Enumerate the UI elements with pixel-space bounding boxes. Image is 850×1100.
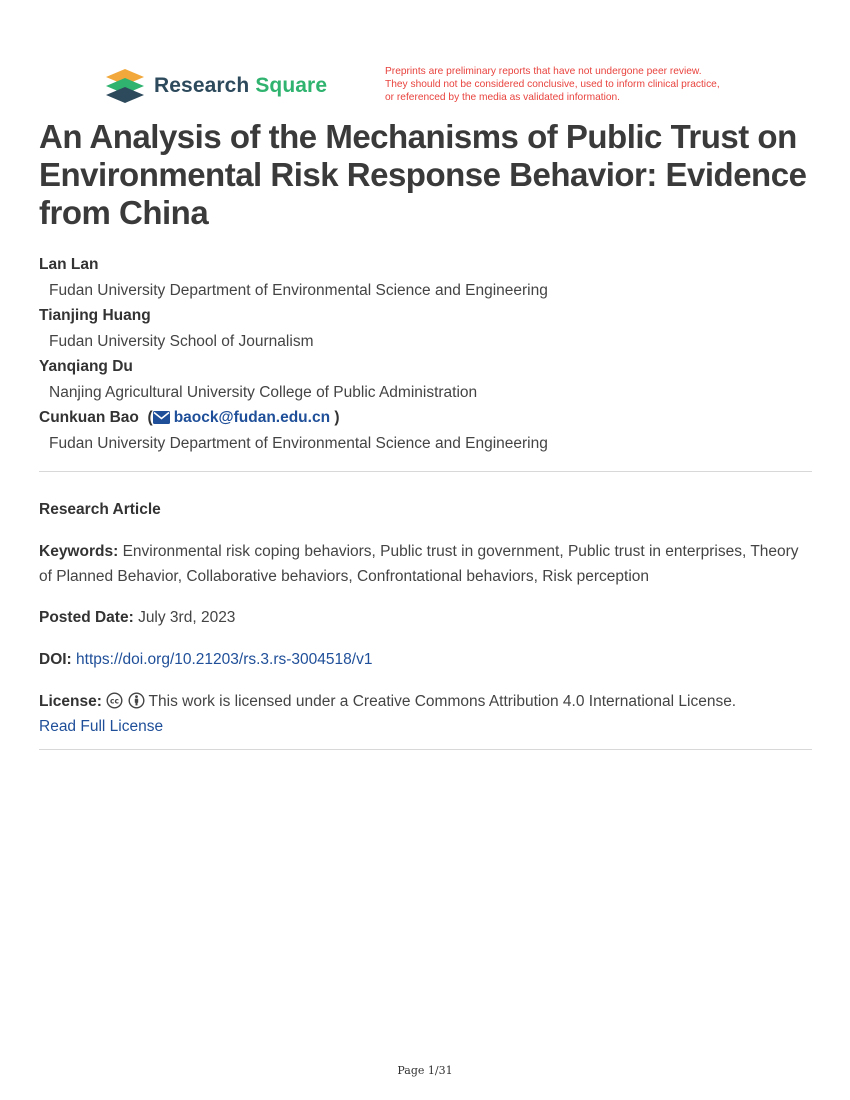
title-line: Environmental Risk Response Behavior: Evidence [39,156,807,193]
doi [39,647,812,672]
license-label: License: [39,693,102,710]
svg-text:cc: cc [110,696,120,706]
disclaimer-line: They should not be considered conclusive, used to inform clinical practice, [385,79,720,90]
license [39,689,812,739]
article-title [39,118,819,232]
posted-date-label: Posted Date: [39,609,134,626]
author-name: Lan Lan [39,256,99,273]
doi-link[interactable]: https://doi.org/10.21203/rs.3.rs-3004518/v1 [76,651,373,668]
keywords-label: Keywords: [39,543,119,560]
article-type [39,497,812,522]
author-name: Cunkuan Bao [39,409,139,426]
research-square-logo[interactable] [104,68,327,104]
keywords [39,539,812,589]
author-list [39,255,819,459]
section-divider [39,749,812,750]
title-line: from China [39,194,209,231]
disclaimer-line: Preprints are preliminary reports that have not undergone peer review. [385,66,702,77]
author-affiliation: Fudan University School of Journalism [49,332,314,350]
author-affiliation: Fudan University Department of Environmental Science and Engineering [49,434,548,452]
corresponding-author: Cunkuan Bao ( baock@fudan.edu.cn ) [39,409,340,426]
logo-word-research: Research [154,74,250,97]
keywords-value: Environmental risk coping behaviors, Public trust in government, Public trust in enterprises, Theory of Planned Behavior, Collaborative behaviors, Confrontational behaviors, Risk perception [39,543,799,585]
title-line: An Analysis of the Mechanisms of Public Trust on [39,118,797,155]
logo-word-square: Square [255,74,328,97]
disclaimer-line: or referenced by the media as validated information. [385,92,621,103]
cc-icon [106,692,123,709]
doi-label: DOI: [39,651,72,668]
article-type-label: Research Article [39,501,161,518]
author-email: baock@fudan.edu.cn [173,409,331,426]
posted-date-value: July 3rd, 2023 [138,609,236,626]
author-name: Yanqiang Du [39,358,133,375]
license-text: This work is licensed under a Creative Commons Attribution 4.0 International License. [148,693,737,710]
research-square-logo-icon [104,69,146,103]
read-full-license-link[interactable]: Read Full License [39,718,164,735]
author-name: Tianjing Huang [39,307,151,324]
posted-date [39,605,812,630]
author-affiliation: Fudan University Department of Environmental Science and Engineering [49,281,548,299]
preprint-disclaimer [385,65,720,104]
section-divider [39,471,812,472]
author-email-link[interactable] [153,409,330,426]
author-affiliation: Nanjing Agricultural University College of Public Administration [49,383,478,401]
by-icon [128,692,145,709]
page-number: Page 1/31 [397,1064,453,1077]
envelope-icon [153,411,170,424]
